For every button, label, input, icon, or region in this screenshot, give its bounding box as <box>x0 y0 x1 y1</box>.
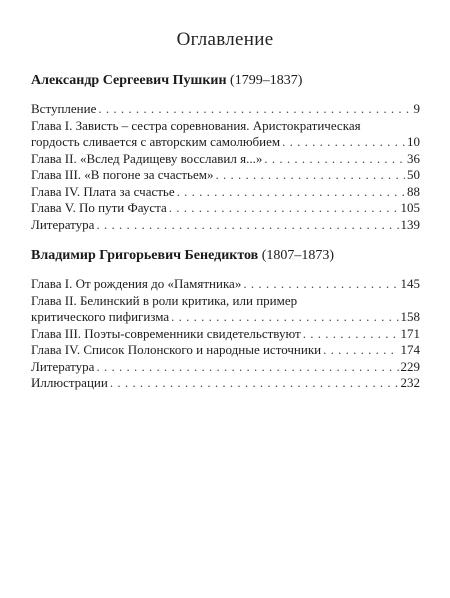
toc-list-benediktov <box>31 276 420 392</box>
leader-dots <box>323 342 398 359</box>
toc-entry-page: 145 <box>400 276 420 291</box>
toc-entry-label: Глава IV. Список Полонского и народные источники <box>31 342 322 357</box>
toc-entry-label: Глава II. «Вслед Радищеву восславил я...» <box>31 150 263 166</box>
toc-entry-page: 139 <box>400 216 420 232</box>
toc-entry-label: Глава V. По пути Фауста <box>31 200 167 215</box>
toc-entry-label: гордость сливается с авторским самолюбием <box>31 134 281 149</box>
toc-entry-page: 105 <box>400 200 420 215</box>
toc-entry-page: 171 <box>400 325 420 341</box>
section-heading-pushkin <box>31 73 302 89</box>
leader-dots <box>96 217 398 234</box>
toc-entry-page: 158 <box>400 309 420 324</box>
toc-entry[interactable] <box>31 184 420 201</box>
toc-entry[interactable] <box>31 342 420 359</box>
toc-entry[interactable] <box>31 167 420 184</box>
leader-dots <box>98 101 411 118</box>
toc-entry-page: 229 <box>400 358 420 374</box>
toc-entry-label: Глава III. «В погоне за счастьем» <box>31 167 214 182</box>
leader-dots <box>177 184 405 201</box>
leader-dots <box>169 200 399 217</box>
leader-dots <box>264 151 405 168</box>
toc-entry-label-line1: Глава I. Зависть – сестра соревнования. Аристократическая <box>31 117 361 133</box>
leader-dots <box>282 134 405 151</box>
section-heading-benediktov <box>31 248 334 264</box>
toc-entry[interactable] <box>31 118 420 151</box>
toc-entry[interactable] <box>31 293 420 326</box>
toc-entry[interactable] <box>31 217 420 234</box>
section-years: (1799–1837) <box>230 73 303 88</box>
toc-entry-label: Литература <box>31 358 95 374</box>
toc-entry[interactable] <box>31 326 420 343</box>
leader-dots <box>110 375 399 392</box>
leader-dots <box>96 359 398 376</box>
leader-dots <box>303 326 399 343</box>
toc-entry-page: 10 <box>407 134 420 149</box>
toc-entry-label: Иллюстрации <box>31 375 108 390</box>
toc-entry-label-line1: Глава II. Белинский в роли критика, или пример <box>31 292 298 308</box>
toc-entry[interactable] <box>31 375 420 392</box>
toc-entry-label: Литература <box>31 216 95 232</box>
section-years: (1807–1873) <box>261 248 335 263</box>
toc-entry-page: 9 <box>413 101 420 116</box>
leader-dots <box>215 167 405 184</box>
toc-entry-label: Глава IV. Плата за счастье <box>31 183 175 199</box>
toc-entry-page: 88 <box>407 183 420 199</box>
toc-entry[interactable] <box>31 276 420 293</box>
leader-dots <box>171 309 398 326</box>
toc-entry[interactable] <box>31 151 420 168</box>
toc-entry[interactable] <box>31 359 420 376</box>
toc-entry-label: критического пифигизма <box>31 309 170 324</box>
section-author: Александр Сергеевич Пушкин <box>31 73 227 88</box>
leader-dots <box>243 276 398 293</box>
section-author: Владимир Григорьевич Бенедиктов <box>31 248 259 263</box>
toc-entry[interactable] <box>31 200 420 217</box>
toc-entry-page: 174 <box>400 342 420 357</box>
toc-list-pushkin <box>31 101 420 233</box>
page-title: Оглавление <box>176 29 274 50</box>
toc-entry-label: Вступление <box>31 101 97 116</box>
toc-entry-page: 50 <box>407 167 420 182</box>
toc-entry-label: Глава I. От рождения до «Памятника» <box>31 276 242 291</box>
toc-entry[interactable] <box>31 101 420 118</box>
toc-entry-page: 232 <box>400 375 420 390</box>
toc-entry-page: 36 <box>407 150 420 166</box>
toc-entry-label: Глава III. Поэты-современники свидетельствуют <box>31 325 301 341</box>
